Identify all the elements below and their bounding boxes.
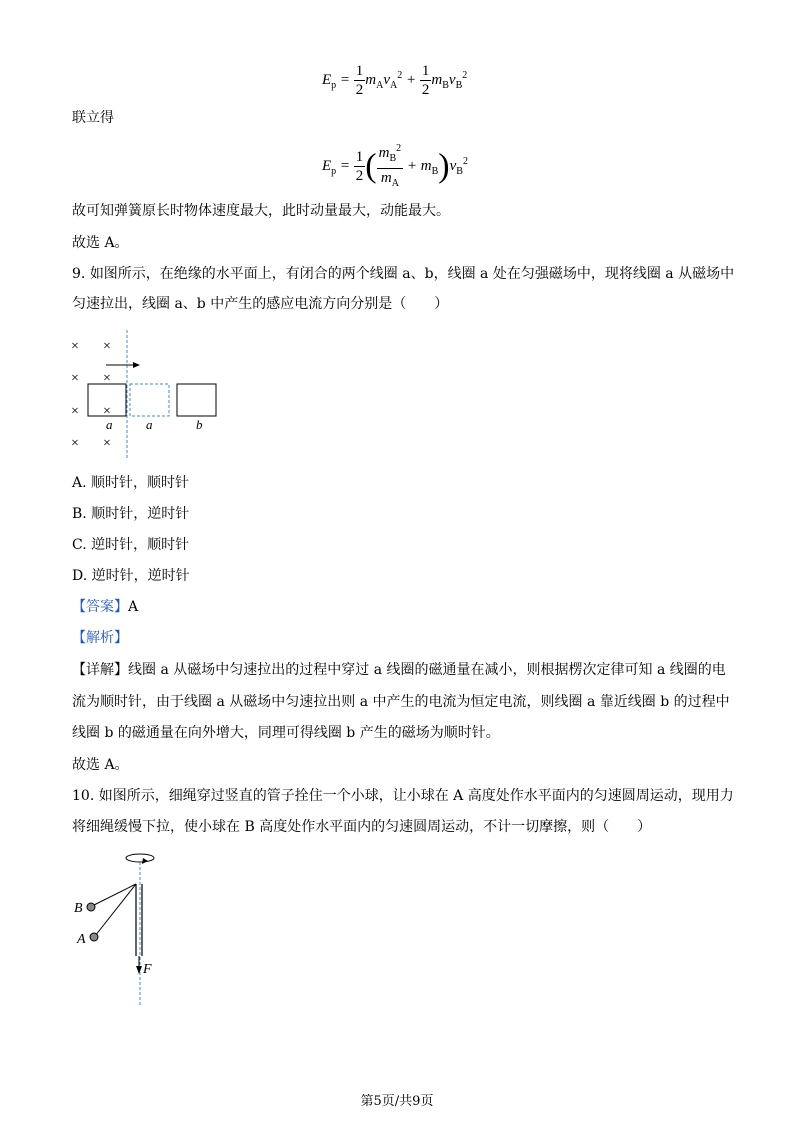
- label-a: A: [77, 932, 86, 947]
- equation-1: $E_p$ = $\frac{1}{2}$ $m_Av_A^2$ + $\frac{1}{2}$ $m_Bv_B^2$: [322, 63, 468, 98]
- cross-mark: ×: [71, 339, 79, 354]
- q9-detail-line2: 流为顺时针，由于线圈 a 从磁场中匀速拉出则 a 中产生的电流为恒定电流，则线圈 a 靠近线圈 b 的过程中: [72, 694, 730, 710]
- coil-b-label: b: [196, 417, 203, 432]
- q10-figure: [70, 848, 180, 1008]
- q9-stem-line1: 9. 如图所示，在绝缘的水平面上，有闭合的两个线圈 a、b，线圈 a 处在匀强磁场中，现将线圈 a 从磁场中: [72, 266, 735, 282]
- coil-a-moved: [130, 384, 169, 416]
- detail-tag: 【详解】: [72, 662, 128, 678]
- force-arrow-head: [136, 966, 142, 974]
- q9-figure: [60, 330, 240, 460]
- cross-mark: ×: [103, 339, 111, 354]
- q10-stem-line2: 将细绳缓慢下拉，使小球在 B 高度处作水平面内的匀速圆周运动，不计一切摩擦，则（ ）: [72, 819, 652, 835]
- cross-mark: ×: [103, 436, 111, 451]
- label-f: F: [143, 962, 152, 977]
- cross-mark: ×: [71, 371, 79, 386]
- label-b: B: [74, 901, 83, 916]
- q9-detail-line3: 线圈 b 的磁通量在向外增大，同理可得线圈 b 产生的磁场为顺时针。: [72, 725, 500, 741]
- cross-mark: ×: [71, 404, 79, 419]
- cross-mark: ×: [103, 404, 111, 419]
- q9-option-d[interactable]: D. 逆时针，逆时针: [72, 568, 190, 584]
- pull-arrow-head: [133, 362, 140, 368]
- q9-option-c[interactable]: C. 逆时针，顺时针: [72, 537, 190, 553]
- coil-b: [177, 384, 216, 416]
- conclusion-text: 故可知弹簧原长时物体速度最大，此时动量最大，动能最大。: [72, 203, 450, 219]
- string-a: [95, 884, 136, 936]
- q9-option-a[interactable]: A. 顺时针，顺时针: [72, 475, 190, 491]
- q9-answer: 【答案】A: [72, 599, 139, 615]
- page-footer: 第5页/共9页: [360, 1094, 434, 1109]
- ball-a: [90, 933, 98, 941]
- equation-2: $E_p$ = $\frac{1}{2}$ ( $\frac{m_B^2}{m_A}$ + $m_B)v_B^2$: [322, 140, 468, 193]
- coil-a-label: a: [106, 417, 113, 432]
- cross-mark: ×: [103, 371, 111, 386]
- q9-option-b[interactable]: B. 顺时针，逆时针: [72, 506, 190, 522]
- answer-tag: 【答案】: [72, 599, 128, 615]
- rotation-arrow-icon: [126, 854, 154, 862]
- q9-analysis-tag: 【解析】: [72, 630, 128, 646]
- q9-detail-line1: 【详解】线圈 a 从磁场中匀速拉出的过程中穿过 a 线圈的磁通量在减小，则根据楞次定律可知 a 线圈的电: [72, 662, 726, 678]
- ball-b: [87, 903, 95, 911]
- choose-a-prev: 故选 A。: [72, 235, 129, 251]
- combine-text: 联立得: [72, 110, 114, 126]
- q9-choose: 故选 A。: [72, 757, 129, 773]
- coil-a-moved-label: a: [146, 417, 153, 432]
- string-b: [92, 884, 136, 906]
- q10-stem-line1: 10. 如图所示，细绳穿过竖直的管子拴住一个小球，让小球在 A 高度处作水平面内的匀速圆周运动，现用力: [72, 788, 734, 804]
- q9-stem-line2: 匀速拉出，线圈 a、b 中产生的感应电流方向分别是（ ）: [72, 296, 449, 312]
- cross-mark: ×: [71, 436, 79, 451]
